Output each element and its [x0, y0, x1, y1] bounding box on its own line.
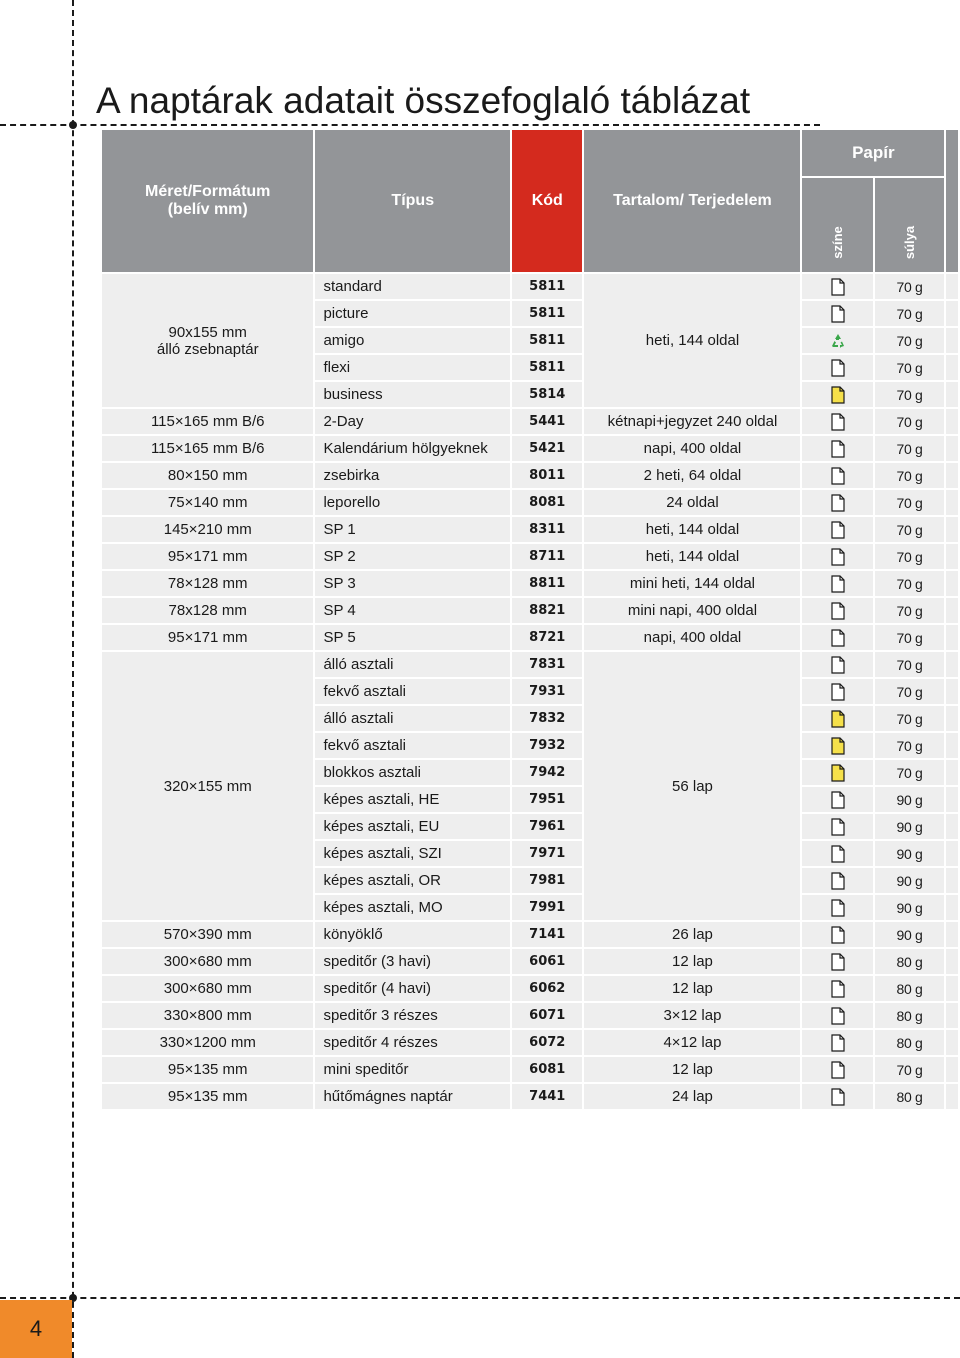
cell-paper-weight: 90 g	[874, 867, 945, 894]
cell-content: napi, 400 oldal	[583, 624, 801, 651]
white-paper-icon	[831, 305, 845, 323]
cell-extra	[945, 624, 959, 651]
cell-paper-weight: 70 g	[874, 300, 945, 327]
cell-code: 7931	[511, 678, 583, 705]
table-row	[101, 489, 959, 516]
cell-paper-color	[801, 705, 873, 732]
size-text: 300×680 mm	[163, 953, 252, 970]
cell-size	[101, 921, 314, 948]
white-paper-icon	[831, 845, 845, 863]
header-type	[314, 129, 511, 273]
page-number-tab	[0, 1300, 72, 1358]
white-paper-icon	[831, 548, 845, 566]
cell-type: speditőr 3 részes	[314, 1002, 511, 1029]
cell-extra	[945, 408, 959, 435]
cell-paper-weight: 70 g	[874, 597, 945, 624]
cell-extra	[945, 840, 959, 867]
cell-type: speditőr 4 részes	[314, 1029, 511, 1056]
white-paper-icon	[831, 899, 845, 917]
cell-content: mini napi, 400 oldal	[583, 597, 801, 624]
cell-code: 6071	[511, 1002, 583, 1029]
cell-paper-weight: 70 g	[874, 624, 945, 651]
white-paper-icon	[831, 413, 845, 431]
cell-size	[101, 1002, 314, 1029]
cell-code: 5421	[511, 435, 583, 462]
cell-code: 6072	[511, 1029, 583, 1056]
cell-paper-color	[801, 975, 873, 1002]
cell-paper-weight: 70 g	[874, 273, 945, 300]
cell-paper-weight: 90 g	[874, 813, 945, 840]
cell-type: mini speditőr	[314, 1056, 511, 1083]
cell-code: 8821	[511, 597, 583, 624]
cell-paper-color	[801, 273, 873, 300]
white-paper-icon	[831, 629, 845, 647]
cell-type: speditőr (3 havi)	[314, 948, 511, 975]
size-text: 95×135 mm	[167, 1088, 248, 1105]
cell-paper-weight: 90 g	[874, 840, 945, 867]
cell-extra	[945, 354, 959, 381]
white-paper-icon	[831, 1088, 845, 1106]
cell-content: kétnapi+jegyzet 240 oldal	[583, 408, 801, 435]
header-paper-weight-label: súlya	[901, 225, 917, 260]
cell-extra	[945, 1056, 959, 1083]
cell-paper-color	[801, 840, 873, 867]
cell-type: leporello	[314, 489, 511, 516]
cell-code: 7991	[511, 894, 583, 921]
cell-paper-color	[801, 759, 873, 786]
cell-paper-color	[801, 948, 873, 975]
cell-size	[101, 651, 314, 921]
cell-code: 7141	[511, 921, 583, 948]
header-paper-label: Papír	[852, 143, 895, 162]
white-paper-icon	[831, 494, 845, 512]
cell-content: 3×12 lap	[583, 1002, 801, 1029]
cell-paper-color	[801, 354, 873, 381]
header-paper-weight	[874, 177, 945, 273]
cell-content: mini heti, 144 oldal	[583, 570, 801, 597]
cell-extra	[945, 597, 959, 624]
cell-type: SP 3	[314, 570, 511, 597]
header-code-label: Kód	[531, 192, 563, 209]
size-text: 300×680 mm	[163, 980, 252, 997]
yellow-paper-icon	[831, 386, 845, 404]
cell-type: speditőr (4 havi)	[314, 975, 511, 1002]
table-row	[101, 1002, 959, 1029]
cell-code: 8721	[511, 624, 583, 651]
cell-paper-weight: 70 g	[874, 678, 945, 705]
cell-content: 12 lap	[583, 1056, 801, 1083]
size-text: 95×171 mm	[167, 629, 248, 646]
cell-content: 12 lap	[583, 948, 801, 975]
cell-code: 5811	[511, 327, 583, 354]
cell-extra	[945, 273, 959, 300]
cell-paper-weight: 70 g	[874, 732, 945, 759]
cell-size	[101, 435, 314, 462]
cell-size	[101, 1029, 314, 1056]
white-paper-icon	[831, 656, 845, 674]
cell-paper-color	[801, 921, 873, 948]
cell-content: heti, 144 oldal	[583, 516, 801, 543]
cell-paper-weight: 80 g	[874, 975, 945, 1002]
cell-code: 6062	[511, 975, 583, 1002]
cell-extra	[945, 543, 959, 570]
cell-type: Kalendárium hölgyeknek	[314, 435, 511, 462]
header-paper	[801, 129, 945, 177]
cell-extra	[945, 678, 959, 705]
cell-type: business	[314, 381, 511, 408]
cell-paper-weight: 70 g	[874, 381, 945, 408]
cell-paper-weight: 70 g	[874, 516, 945, 543]
cell-content: 24 oldal	[583, 489, 801, 516]
cell-paper-color	[801, 1029, 873, 1056]
white-paper-icon	[831, 1061, 845, 1079]
white-paper-icon	[831, 521, 845, 539]
white-paper-icon	[831, 1034, 845, 1052]
size-text: 570×390 mm	[163, 926, 252, 943]
white-paper-icon	[831, 926, 845, 944]
cell-extra	[945, 1002, 959, 1029]
table-row	[101, 570, 959, 597]
cell-paper-color	[801, 570, 873, 597]
cell-paper-weight: 70 g	[874, 354, 945, 381]
cell-extra	[945, 327, 959, 354]
cell-code: 8311	[511, 516, 583, 543]
header-content	[583, 129, 801, 273]
cell-extra	[945, 651, 959, 678]
table-row	[101, 1029, 959, 1056]
cell-type: zsebirka	[314, 462, 511, 489]
cell-size	[101, 489, 314, 516]
header-type-label: Típus	[391, 192, 435, 209]
cell-paper-color	[801, 894, 873, 921]
table-row	[101, 408, 959, 435]
size-text: 75×140 mm	[167, 494, 248, 511]
cell-code: 8711	[511, 543, 583, 570]
yellow-paper-icon	[831, 737, 845, 755]
cell-type: hűtőmágnes naptár	[314, 1083, 511, 1110]
cell-size	[101, 273, 314, 408]
table-row	[101, 435, 959, 462]
cell-content: napi, 400 oldal	[583, 435, 801, 462]
cell-paper-color	[801, 678, 873, 705]
cell-paper-weight: 70 g	[874, 327, 945, 354]
cell-content: heti, 144 oldal	[583, 543, 801, 570]
cell-paper-weight: 90 g	[874, 894, 945, 921]
cell-type: standard	[314, 273, 511, 300]
cell-type: blokkos asztali	[314, 759, 511, 786]
cell-paper-weight: 80 g	[874, 1029, 945, 1056]
page-title: A naptárak adatait összefoglaló táblázat	[96, 80, 751, 121]
table-row	[101, 597, 959, 624]
size-text: 78x128 mm	[168, 602, 247, 619]
cell-paper-color	[801, 516, 873, 543]
cell-size	[101, 408, 314, 435]
cell-content: 56 lap	[583, 651, 801, 921]
cell-paper-color	[801, 543, 873, 570]
table-row	[101, 543, 959, 570]
cell-code: 7441	[511, 1083, 583, 1110]
cell-type: SP 2	[314, 543, 511, 570]
cell-type: picture	[314, 300, 511, 327]
cell-size	[101, 948, 314, 975]
cell-paper-weight: 90 g	[874, 921, 945, 948]
cell-paper-color	[801, 624, 873, 651]
cell-code: 7951	[511, 786, 583, 813]
white-paper-icon	[831, 278, 845, 296]
cell-code: 5811	[511, 273, 583, 300]
size-text: 320×155 mm	[163, 777, 252, 795]
white-paper-icon	[831, 359, 845, 377]
cell-content: 2 heti, 64 oldal	[583, 462, 801, 489]
cell-paper-color	[801, 462, 873, 489]
cell-paper-color	[801, 597, 873, 624]
cell-code: 7932	[511, 732, 583, 759]
cell-paper-weight: 70 g	[874, 651, 945, 678]
size-text: 95×135 mm	[167, 1061, 248, 1078]
cell-paper-weight: 70 g	[874, 462, 945, 489]
cell-code: 5811	[511, 300, 583, 327]
cell-size	[101, 462, 314, 489]
cell-code: 7971	[511, 840, 583, 867]
cell-paper-weight: 80 g	[874, 1002, 945, 1029]
table-row	[101, 462, 959, 489]
size-text: 78×128 mm	[167, 575, 248, 592]
crop-guide-vertical	[72, 0, 74, 1358]
header-extra	[945, 129, 959, 273]
cell-size	[101, 1056, 314, 1083]
cell-extra	[945, 462, 959, 489]
cell-type: képes asztali, HE	[314, 786, 511, 813]
cell-type: fekvő asztali	[314, 678, 511, 705]
cell-extra	[945, 1083, 959, 1110]
cell-size	[101, 516, 314, 543]
table-row	[101, 948, 959, 975]
cell-paper-color	[801, 489, 873, 516]
cell-extra	[945, 435, 959, 462]
cell-paper-color	[801, 408, 873, 435]
cell-paper-color	[801, 1083, 873, 1110]
cell-extra	[945, 705, 959, 732]
cell-paper-color	[801, 300, 873, 327]
header-code	[511, 129, 583, 273]
white-paper-icon	[831, 818, 845, 836]
cell-extra	[945, 894, 959, 921]
cell-code: 8011	[511, 462, 583, 489]
cell-extra	[945, 300, 959, 327]
cell-type: képes asztali, MO	[314, 894, 511, 921]
cell-extra	[945, 921, 959, 948]
white-paper-icon	[831, 1007, 845, 1025]
white-paper-icon	[831, 980, 845, 998]
calendar-summary-table	[100, 128, 960, 1111]
table-row	[101, 1083, 959, 1110]
cell-paper-color	[801, 786, 873, 813]
table-body	[101, 273, 959, 1110]
size-text: 330×1200 mm	[159, 1034, 256, 1051]
cell-paper-weight: 80 g	[874, 948, 945, 975]
cell-paper-color	[801, 435, 873, 462]
cell-paper-weight: 70 g	[874, 705, 945, 732]
cell-paper-color	[801, 327, 873, 354]
header-size-label: Méret/Formátum (belív mm)	[145, 183, 271, 218]
cell-content: 24 lap	[583, 1083, 801, 1110]
cell-code: 8081	[511, 489, 583, 516]
table-row	[101, 273, 959, 300]
table-row	[101, 921, 959, 948]
header-content-label: Tartalom/ Terjedelem	[613, 192, 772, 209]
size-text: 90x155 mm álló zsebnaptár	[156, 323, 259, 358]
cell-paper-weight: 70 g	[874, 1056, 945, 1083]
crop-guide-top	[0, 124, 820, 126]
table-row	[101, 516, 959, 543]
cell-size	[101, 624, 314, 651]
cell-extra	[945, 381, 959, 408]
cell-size	[101, 1083, 314, 1110]
cell-paper-color	[801, 1056, 873, 1083]
cell-paper-color	[801, 813, 873, 840]
cell-type: képes asztali, SZI	[314, 840, 511, 867]
cell-code: 7942	[511, 759, 583, 786]
cell-extra	[945, 489, 959, 516]
white-paper-icon	[831, 467, 845, 485]
yellow-paper-icon	[831, 710, 845, 728]
cell-paper-weight: 70 g	[874, 408, 945, 435]
cell-extra	[945, 759, 959, 786]
white-paper-icon	[831, 440, 845, 458]
cell-content: 26 lap	[583, 921, 801, 948]
cell-paper-weight: 70 g	[874, 435, 945, 462]
cell-type: SP 1	[314, 516, 511, 543]
header-paper-color-label: színe	[830, 226, 846, 259]
cell-code: 6081	[511, 1056, 583, 1083]
cell-type: amigo	[314, 327, 511, 354]
cell-type: SP 5	[314, 624, 511, 651]
table-row	[101, 624, 959, 651]
header-size	[101, 129, 314, 273]
cell-size	[101, 543, 314, 570]
cell-code: 6061	[511, 948, 583, 975]
white-paper-icon	[831, 683, 845, 701]
cell-paper-color	[801, 732, 873, 759]
cell-extra	[945, 1029, 959, 1056]
cell-extra	[945, 867, 959, 894]
cell-paper-weight: 80 g	[874, 1083, 945, 1110]
cell-extra	[945, 813, 959, 840]
cell-extra	[945, 732, 959, 759]
cell-content: 4×12 lap	[583, 1029, 801, 1056]
cell-extra	[945, 570, 959, 597]
header-paper-color	[801, 177, 873, 273]
cell-paper-color	[801, 867, 873, 894]
cell-type: képes asztali, OR	[314, 867, 511, 894]
table-row	[101, 651, 959, 678]
recycle-icon	[829, 332, 847, 350]
white-paper-icon	[831, 872, 845, 890]
cell-content: 12 lap	[583, 975, 801, 1002]
cell-size	[101, 597, 314, 624]
cell-extra	[945, 975, 959, 1002]
table-row	[101, 1056, 959, 1083]
cell-code: 8811	[511, 570, 583, 597]
white-paper-icon	[831, 791, 845, 809]
cell-paper-weight: 90 g	[874, 786, 945, 813]
cell-type: álló asztali	[314, 651, 511, 678]
cell-type: álló asztali	[314, 705, 511, 732]
white-paper-icon	[831, 953, 845, 971]
cell-code: 7981	[511, 867, 583, 894]
size-text: 115×165 mm B/6	[150, 440, 265, 457]
table-row	[101, 975, 959, 1002]
cell-code: 5811	[511, 354, 583, 381]
cell-paper-weight: 70 g	[874, 570, 945, 597]
cell-paper-weight: 70 g	[874, 759, 945, 786]
cell-type: képes asztali, EU	[314, 813, 511, 840]
size-text: 115×165 mm B/6	[150, 413, 265, 430]
cell-type: flexi	[314, 354, 511, 381]
cell-extra	[945, 948, 959, 975]
cell-type: SP 4	[314, 597, 511, 624]
white-paper-icon	[831, 602, 845, 620]
size-text: 330×800 mm	[163, 1007, 252, 1024]
cell-extra	[945, 516, 959, 543]
yellow-paper-icon	[831, 764, 845, 782]
cell-code: 5814	[511, 381, 583, 408]
cell-code: 7961	[511, 813, 583, 840]
cell-content: heti, 144 oldal	[583, 273, 801, 408]
cell-extra	[945, 786, 959, 813]
crop-dot-top	[69, 121, 77, 129]
cell-size	[101, 570, 314, 597]
cell-paper-weight: 70 g	[874, 489, 945, 516]
cell-paper-color	[801, 1002, 873, 1029]
cell-type: könyöklő	[314, 921, 511, 948]
page-number: 4	[29, 1316, 43, 1341]
cell-code: 7831	[511, 651, 583, 678]
size-text: 145×210 mm	[163, 521, 252, 538]
size-text: 80×150 mm	[167, 467, 248, 484]
crop-guide-bottom	[0, 1297, 960, 1299]
white-paper-icon	[831, 575, 845, 593]
cell-code: 5441	[511, 408, 583, 435]
size-text: 95×171 mm	[167, 548, 248, 565]
cell-paper-color	[801, 381, 873, 408]
cell-type: fekvő asztali	[314, 732, 511, 759]
cell-paper-weight: 70 g	[874, 543, 945, 570]
cell-code: 7832	[511, 705, 583, 732]
cell-paper-color	[801, 651, 873, 678]
cell-type: 2-Day	[314, 408, 511, 435]
cell-size	[101, 975, 314, 1002]
